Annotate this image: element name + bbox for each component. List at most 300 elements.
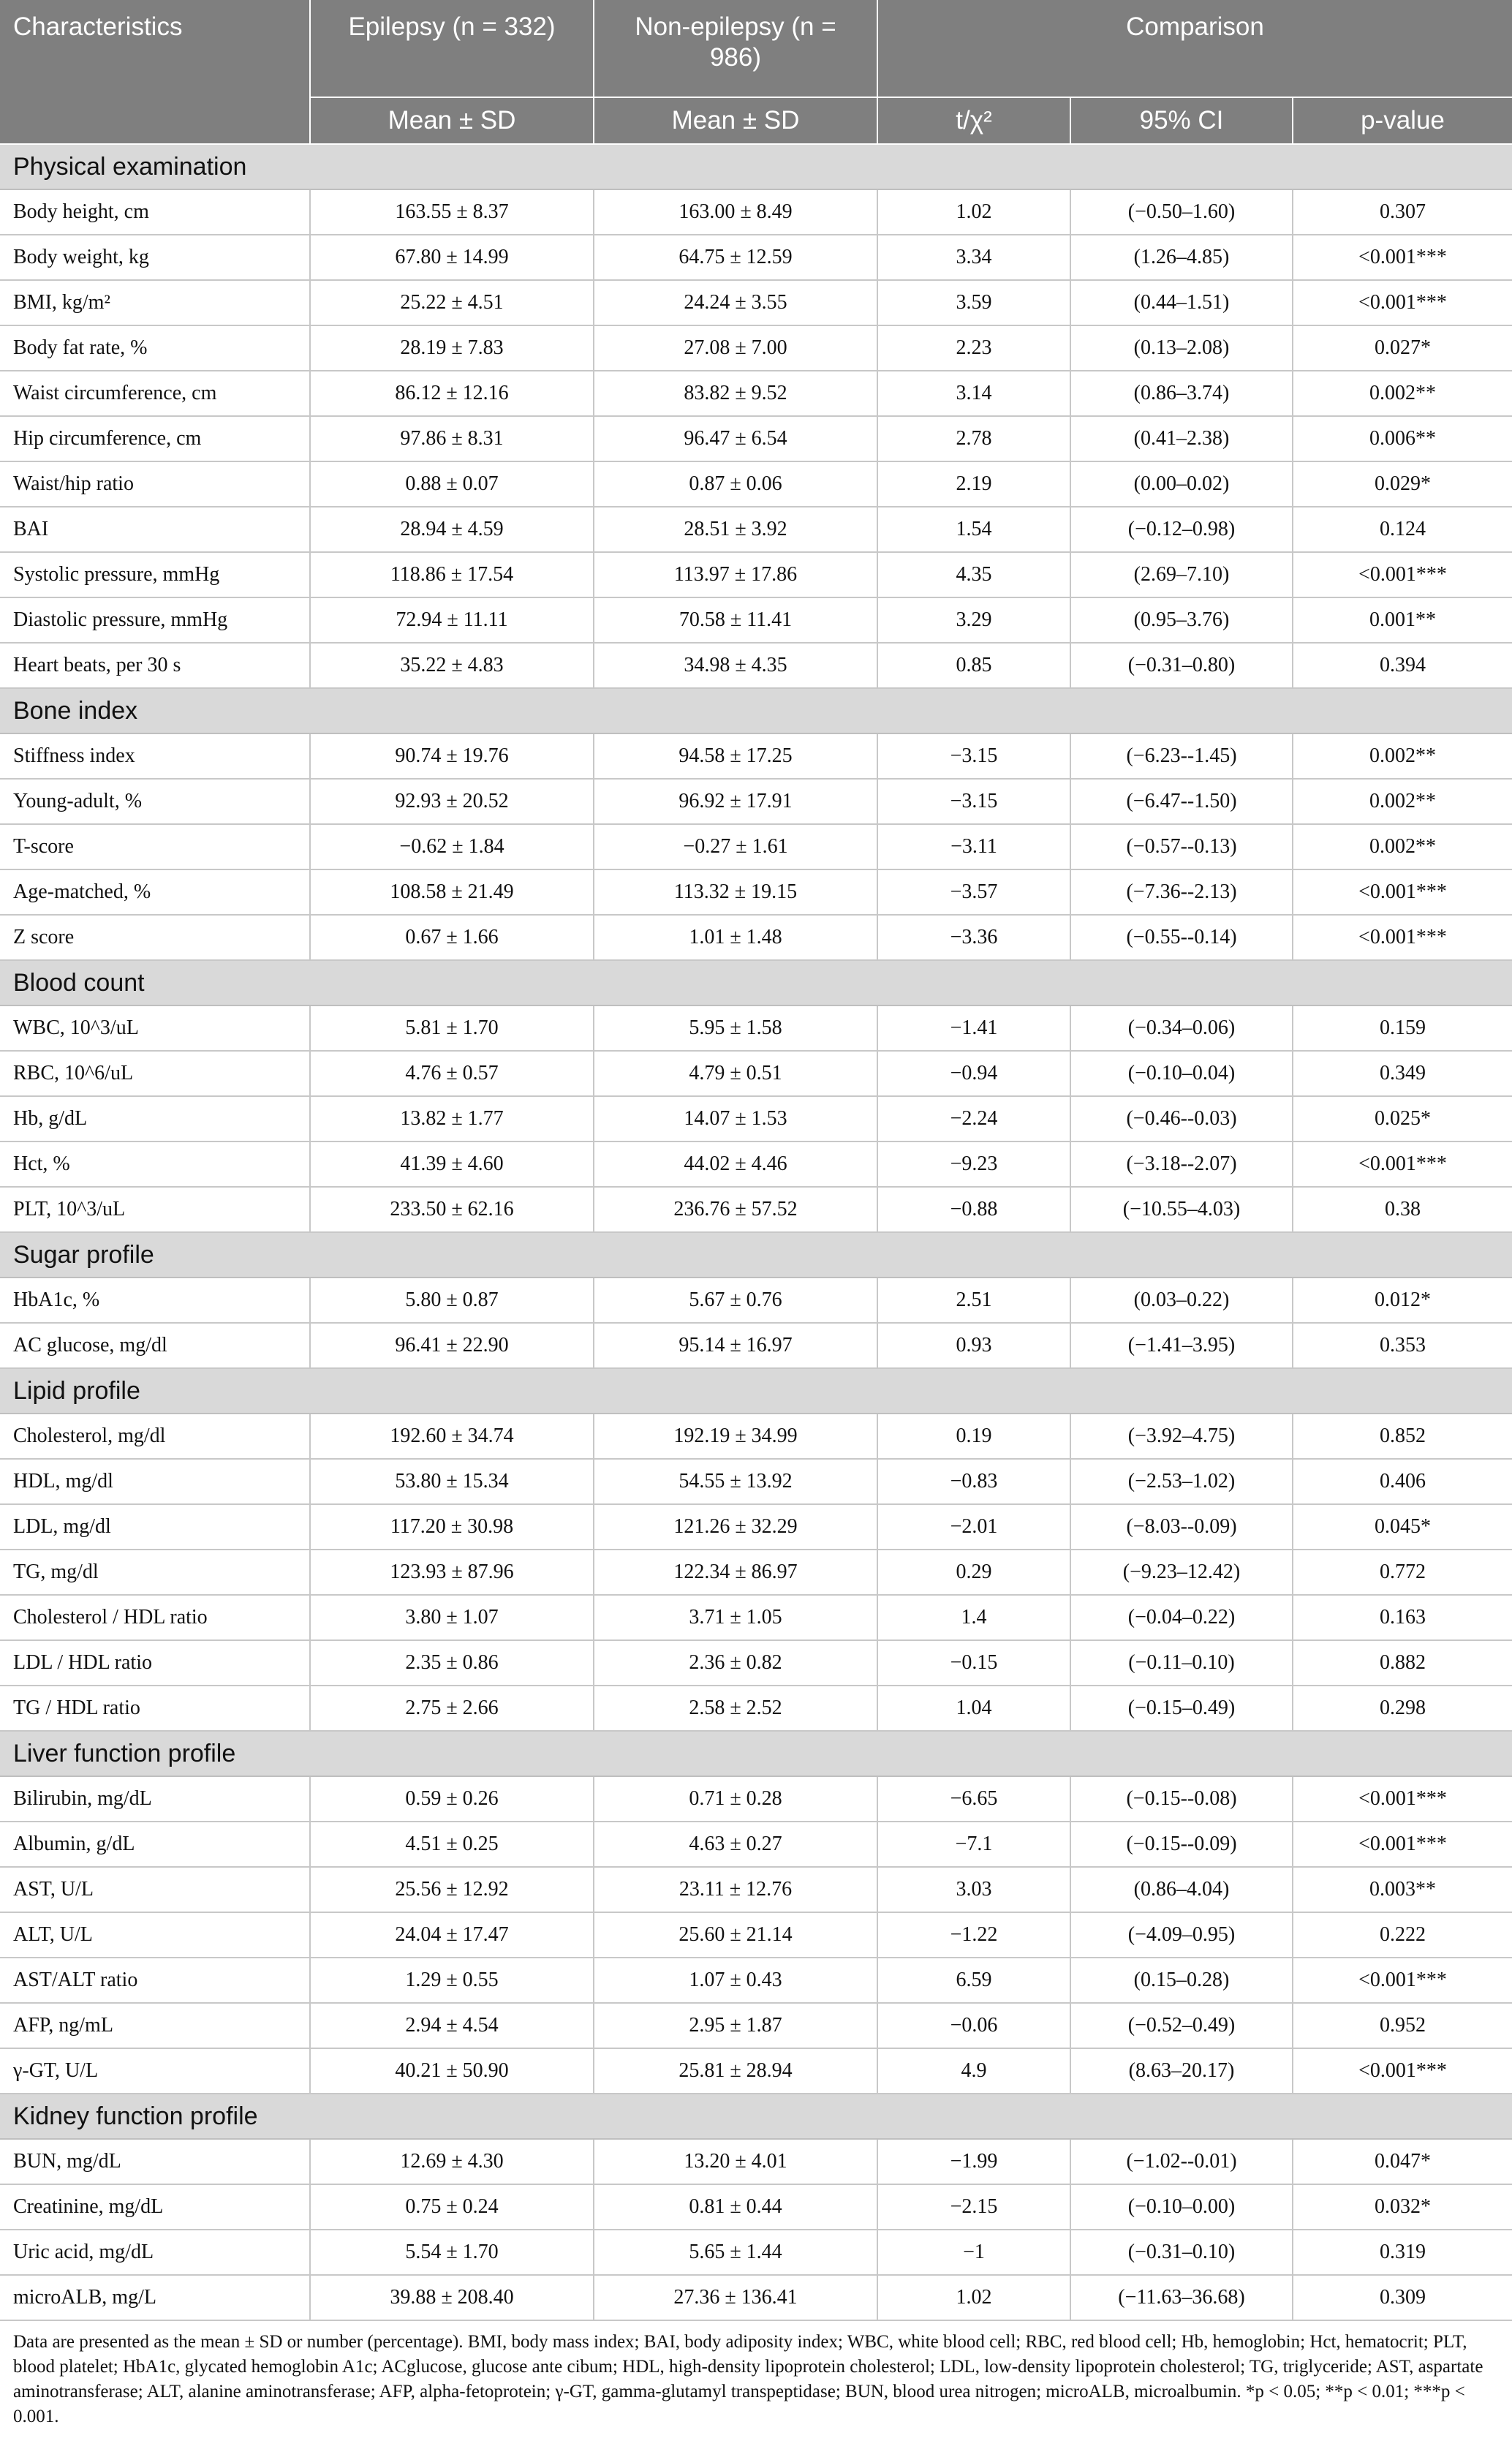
- statistic-cell: −0.83: [877, 1459, 1070, 1504]
- statistic-cell: −2.01: [877, 1504, 1070, 1550]
- epilepsy-value-cell: 39.88 ± 208.40: [310, 2275, 594, 2320]
- section-title: Liver function profile: [0, 1731, 1512, 1776]
- non-epilepsy-value-cell: 2.95 ± 1.87: [594, 2003, 877, 2048]
- epilepsy-value-cell: 0.88 ± 0.07: [310, 461, 594, 507]
- p-value-cell: 0.032*: [1293, 2184, 1512, 2230]
- p-value-cell: 0.38: [1293, 1187, 1512, 1232]
- section-header-row: [0, 960, 1512, 1005]
- table-row: [0, 507, 1512, 552]
- p-value-cell: 0.027*: [1293, 325, 1512, 371]
- non-epilepsy-value-cell: 28.51 ± 3.92: [594, 507, 877, 552]
- table-row: [0, 2003, 1512, 2048]
- characteristic-cell: Hip circumference, cm: [0, 416, 310, 461]
- table-row: [0, 1051, 1512, 1096]
- header-non-epilepsy: Non-epilepsy (n = 986): [594, 0, 877, 97]
- ci-cell: (−0.52–0.49): [1070, 2003, 1293, 2048]
- statistic-cell: 0.19: [877, 1414, 1070, 1459]
- characteristic-cell: Young-adult, %: [0, 779, 310, 824]
- non-epilepsy-value-cell: 3.71 ± 1.05: [594, 1595, 877, 1640]
- statistic-cell: 0.29: [877, 1550, 1070, 1595]
- ci-cell: (−0.15--0.09): [1070, 1822, 1293, 1867]
- p-value-cell: 0.025*: [1293, 1096, 1512, 1142]
- p-value-cell: 0.047*: [1293, 2139, 1512, 2184]
- p-value-cell: 0.394: [1293, 643, 1512, 688]
- non-epilepsy-value-cell: 23.11 ± 12.76: [594, 1867, 877, 1912]
- statistic-cell: −0.15: [877, 1640, 1070, 1686]
- ci-cell: (−10.55–4.03): [1070, 1187, 1293, 1232]
- statistic-cell: −7.1: [877, 1822, 1070, 1867]
- ci-cell: (−0.57--0.13): [1070, 824, 1293, 869]
- ci-cell: (−0.34–0.06): [1070, 1005, 1293, 1051]
- statistic-cell: −1: [877, 2230, 1070, 2275]
- ci-cell: (8.63–20.17): [1070, 2048, 1293, 2094]
- section-header-row: [0, 2094, 1512, 2139]
- header-comparison: Comparison: [877, 0, 1512, 97]
- non-epilepsy-value-cell: 96.92 ± 17.91: [594, 779, 877, 824]
- statistic-cell: 1.4: [877, 1595, 1070, 1640]
- statistic-cell: −3.15: [877, 733, 1070, 779]
- subheader-epilepsy-mean-sd: Mean ± SD: [310, 97, 594, 144]
- table-row: [0, 1323, 1512, 1368]
- non-epilepsy-value-cell: −0.27 ± 1.61: [594, 824, 877, 869]
- epilepsy-value-cell: 0.75 ± 0.24: [310, 2184, 594, 2230]
- characteristic-cell: AST/ALT ratio: [0, 1958, 310, 2003]
- ci-cell: (−9.23–12.42): [1070, 1550, 1293, 1595]
- characteristic-cell: RBC, 10^6/uL: [0, 1051, 310, 1096]
- ci-cell: (−1.02--0.01): [1070, 2139, 1293, 2184]
- table-row: [0, 1414, 1512, 1459]
- ci-cell: (−1.41–3.95): [1070, 1323, 1293, 1368]
- p-value-cell: <0.001***: [1293, 2048, 1512, 2094]
- statistic-cell: −2.15: [877, 2184, 1070, 2230]
- characteristic-cell: Creatinine, mg/dL: [0, 2184, 310, 2230]
- statistic-cell: 1.04: [877, 1686, 1070, 1731]
- epilepsy-value-cell: 3.80 ± 1.07: [310, 1595, 594, 1640]
- p-value-cell: 0.952: [1293, 2003, 1512, 2048]
- ci-cell: (−3.18--2.07): [1070, 1142, 1293, 1187]
- non-epilepsy-value-cell: 25.60 ± 21.14: [594, 1912, 877, 1958]
- ci-cell: (−0.15--0.08): [1070, 1776, 1293, 1822]
- epilepsy-value-cell: 25.56 ± 12.92: [310, 1867, 594, 1912]
- non-epilepsy-value-cell: 0.87 ± 0.06: [594, 461, 877, 507]
- epilepsy-value-cell: 96.41 ± 22.90: [310, 1323, 594, 1368]
- table-row: [0, 1278, 1512, 1323]
- characteristic-cell: TG, mg/dl: [0, 1550, 310, 1595]
- table-row: [0, 869, 1512, 915]
- ci-cell: (−4.09–0.95): [1070, 1912, 1293, 1958]
- table-row: [0, 1686, 1512, 1731]
- p-value-cell: <0.001***: [1293, 869, 1512, 915]
- epilepsy-value-cell: 2.94 ± 4.54: [310, 2003, 594, 2048]
- characteristic-cell: TG / HDL ratio: [0, 1686, 310, 1731]
- section-title: Blood count: [0, 960, 1512, 1005]
- characteristic-cell: Cholesterol, mg/dl: [0, 1414, 310, 1459]
- table-row: [0, 2275, 1512, 2320]
- statistic-cell: 3.03: [877, 1867, 1070, 1912]
- characteristic-cell: LDL / HDL ratio: [0, 1640, 310, 1686]
- statistic-cell: −0.88: [877, 1187, 1070, 1232]
- characteristic-cell: microALB, mg/L: [0, 2275, 310, 2320]
- section-header-row: [0, 1731, 1512, 1776]
- p-value-cell: 0.002**: [1293, 733, 1512, 779]
- header-characteristics: Characteristics: [0, 0, 310, 144]
- p-value-cell: <0.001***: [1293, 1822, 1512, 1867]
- table-row: [0, 779, 1512, 824]
- non-epilepsy-value-cell: 5.95 ± 1.58: [594, 1005, 877, 1051]
- non-epilepsy-value-cell: 1.07 ± 0.43: [594, 1958, 877, 2003]
- statistic-cell: 4.9: [877, 2048, 1070, 2094]
- subheader-non-epilepsy-mean-sd: Mean ± SD: [594, 97, 877, 144]
- statistic-cell: 1.02: [877, 2275, 1070, 2320]
- table-row: [0, 235, 1512, 280]
- non-epilepsy-value-cell: 24.24 ± 3.55: [594, 280, 877, 325]
- epilepsy-value-cell: 5.80 ± 0.87: [310, 1278, 594, 1323]
- ci-cell: (0.95–3.76): [1070, 597, 1293, 643]
- statistic-cell: 6.59: [877, 1958, 1070, 2003]
- statistic-cell: 0.85: [877, 643, 1070, 688]
- epilepsy-value-cell: −0.62 ± 1.84: [310, 824, 594, 869]
- characteristic-cell: Body weight, kg: [0, 235, 310, 280]
- non-epilepsy-value-cell: 5.65 ± 1.44: [594, 2230, 877, 2275]
- non-epilepsy-value-cell: 113.97 ± 17.86: [594, 552, 877, 597]
- section-header-row: [0, 1232, 1512, 1278]
- non-epilepsy-value-cell: 14.07 ± 1.53: [594, 1096, 877, 1142]
- ci-cell: (−0.10–0.04): [1070, 1051, 1293, 1096]
- statistic-cell: 4.35: [877, 552, 1070, 597]
- header-epilepsy: Epilepsy (n = 332): [310, 0, 594, 97]
- non-epilepsy-value-cell: 44.02 ± 4.46: [594, 1142, 877, 1187]
- p-value-cell: 0.882: [1293, 1640, 1512, 1686]
- table-row: [0, 1912, 1512, 1958]
- p-value-cell: 0.309: [1293, 2275, 1512, 2320]
- characteristic-cell: Cholesterol / HDL ratio: [0, 1595, 310, 1640]
- p-value-cell: 0.298: [1293, 1686, 1512, 1731]
- table-row: [0, 1640, 1512, 1686]
- characteristic-cell: Hct, %: [0, 1142, 310, 1187]
- subheader-test-statistic: t/χ²: [877, 97, 1070, 144]
- table-row: [0, 1005, 1512, 1051]
- p-value-cell: 0.002**: [1293, 371, 1512, 416]
- table-row: [0, 461, 1512, 507]
- ci-cell: (1.26–4.85): [1070, 235, 1293, 280]
- characteristic-cell: Albumin, g/dL: [0, 1822, 310, 1867]
- table-row: [0, 2139, 1512, 2184]
- section-header-row: [0, 144, 1512, 189]
- p-value-cell: 0.003**: [1293, 1867, 1512, 1912]
- non-epilepsy-value-cell: 121.26 ± 32.29: [594, 1504, 877, 1550]
- characteristic-cell: Heart beats, per 30 s: [0, 643, 310, 688]
- p-value-cell: <0.001***: [1293, 552, 1512, 597]
- table-row: [0, 2230, 1512, 2275]
- statistic-cell: 3.29: [877, 597, 1070, 643]
- non-epilepsy-value-cell: 4.63 ± 0.27: [594, 1822, 877, 1867]
- section-title: Kidney function profile: [0, 2094, 1512, 2139]
- ci-cell: (−0.04–0.22): [1070, 1595, 1293, 1640]
- epilepsy-value-cell: 163.55 ± 8.37: [310, 189, 594, 235]
- ci-cell: (−3.92–4.75): [1070, 1414, 1293, 1459]
- table-row: [0, 552, 1512, 597]
- non-epilepsy-value-cell: 2.58 ± 2.52: [594, 1686, 877, 1731]
- epilepsy-value-cell: 117.20 ± 30.98: [310, 1504, 594, 1550]
- ci-cell: (−0.15–0.49): [1070, 1686, 1293, 1731]
- statistic-cell: −0.94: [877, 1051, 1070, 1096]
- ci-cell: (−7.36--2.13): [1070, 869, 1293, 915]
- section-title: Physical examination: [0, 144, 1512, 189]
- epilepsy-value-cell: 97.86 ± 8.31: [310, 416, 594, 461]
- epilepsy-value-cell: 233.50 ± 62.16: [310, 1187, 594, 1232]
- table-row: [0, 1822, 1512, 1867]
- table-row: [0, 1459, 1512, 1504]
- table-row: [0, 643, 1512, 688]
- statistic-cell: 0.93: [877, 1323, 1070, 1368]
- statistic-cell: 2.23: [877, 325, 1070, 371]
- ci-cell: (−8.03--0.09): [1070, 1504, 1293, 1550]
- epilepsy-value-cell: 92.93 ± 20.52: [310, 779, 594, 824]
- p-value-cell: 0.852: [1293, 1414, 1512, 1459]
- table-row: [0, 1504, 1512, 1550]
- ci-cell: (−0.46--0.03): [1070, 1096, 1293, 1142]
- epilepsy-value-cell: 123.93 ± 87.96: [310, 1550, 594, 1595]
- statistic-cell: −6.65: [877, 1776, 1070, 1822]
- non-epilepsy-value-cell: 95.14 ± 16.97: [594, 1323, 877, 1368]
- non-epilepsy-value-cell: 70.58 ± 11.41: [594, 597, 877, 643]
- table-row: [0, 1550, 1512, 1595]
- ci-cell: (−0.50–1.60): [1070, 189, 1293, 235]
- characteristic-cell: Age-matched, %: [0, 869, 310, 915]
- ci-cell: (−11.63–36.68): [1070, 2275, 1293, 2320]
- statistic-cell: 3.14: [877, 371, 1070, 416]
- ci-cell: (−0.31–0.80): [1070, 643, 1293, 688]
- statistic-cell: −0.06: [877, 2003, 1070, 2048]
- non-epilepsy-value-cell: 96.47 ± 6.54: [594, 416, 877, 461]
- ci-cell: (0.86–4.04): [1070, 1867, 1293, 1912]
- statistic-cell: 3.59: [877, 280, 1070, 325]
- table-row: [0, 1142, 1512, 1187]
- statistic-cell: 2.19: [877, 461, 1070, 507]
- statistic-cell: −1.22: [877, 1912, 1070, 1958]
- non-epilepsy-value-cell: 0.81 ± 0.44: [594, 2184, 877, 2230]
- non-epilepsy-value-cell: 163.00 ± 8.49: [594, 189, 877, 235]
- non-epilepsy-value-cell: 27.36 ± 136.41: [594, 2275, 877, 2320]
- table-row: [0, 597, 1512, 643]
- epilepsy-value-cell: 40.21 ± 50.90: [310, 2048, 594, 2094]
- non-epilepsy-value-cell: 83.82 ± 9.52: [594, 371, 877, 416]
- ci-cell: (−2.53–1.02): [1070, 1459, 1293, 1504]
- epilepsy-value-cell: 192.60 ± 34.74: [310, 1414, 594, 1459]
- characteristic-cell: BUN, mg/dL: [0, 2139, 310, 2184]
- p-value-cell: 0.045*: [1293, 1504, 1512, 1550]
- subheader-confidence-interval: 95% CI: [1070, 97, 1293, 144]
- ci-cell: (−0.11–0.10): [1070, 1640, 1293, 1686]
- statistic-cell: 3.34: [877, 235, 1070, 280]
- epilepsy-value-cell: 5.54 ± 1.70: [310, 2230, 594, 2275]
- p-value-cell: 0.222: [1293, 1912, 1512, 1958]
- epilepsy-value-cell: 108.58 ± 21.49: [310, 869, 594, 915]
- characteristic-cell: Uric acid, mg/dL: [0, 2230, 310, 2275]
- non-epilepsy-value-cell: 4.79 ± 0.51: [594, 1051, 877, 1096]
- ci-cell: (−0.31–0.10): [1070, 2230, 1293, 2275]
- p-value-cell: 0.001**: [1293, 597, 1512, 643]
- non-epilepsy-value-cell: 122.34 ± 86.97: [594, 1550, 877, 1595]
- non-epilepsy-value-cell: 0.71 ± 0.28: [594, 1776, 877, 1822]
- p-value-cell: 0.319: [1293, 2230, 1512, 2275]
- characteristic-cell: Bilirubin, mg/dL: [0, 1776, 310, 1822]
- statistic-cell: −9.23: [877, 1142, 1070, 1187]
- p-value-cell: 0.006**: [1293, 416, 1512, 461]
- non-epilepsy-value-cell: 64.75 ± 12.59: [594, 235, 877, 280]
- epilepsy-value-cell: 0.67 ± 1.66: [310, 915, 594, 960]
- epilepsy-value-cell: 2.35 ± 0.86: [310, 1640, 594, 1686]
- epilepsy-value-cell: 2.75 ± 2.66: [310, 1686, 594, 1731]
- table-row: [0, 416, 1512, 461]
- table-row: [0, 1595, 1512, 1640]
- epilepsy-value-cell: 4.76 ± 0.57: [310, 1051, 594, 1096]
- ci-cell: (−6.47--1.50): [1070, 779, 1293, 824]
- non-epilepsy-value-cell: 236.76 ± 57.52: [594, 1187, 877, 1232]
- ci-cell: (−6.23--1.45): [1070, 733, 1293, 779]
- p-value-cell: <0.001***: [1293, 280, 1512, 325]
- non-epilepsy-value-cell: 25.81 ± 28.94: [594, 2048, 877, 2094]
- non-epilepsy-value-cell: 1.01 ± 1.48: [594, 915, 877, 960]
- characteristic-cell: AC glucose, mg/dl: [0, 1323, 310, 1368]
- epilepsy-value-cell: 28.19 ± 7.83: [310, 325, 594, 371]
- ci-cell: (−0.55--0.14): [1070, 915, 1293, 960]
- p-value-cell: 0.353: [1293, 1323, 1512, 1368]
- statistic-cell: −3.36: [877, 915, 1070, 960]
- characteristic-cell: BAI: [0, 507, 310, 552]
- statistic-cell: 1.54: [877, 507, 1070, 552]
- ci-cell: (−0.12–0.98): [1070, 507, 1293, 552]
- characteristic-cell: HDL, mg/dl: [0, 1459, 310, 1504]
- p-value-cell: 0.772: [1293, 1550, 1512, 1595]
- statistic-cell: −1.41: [877, 1005, 1070, 1051]
- table-row: [0, 1958, 1512, 2003]
- subheader-p-value: p-value: [1293, 97, 1512, 144]
- epilepsy-value-cell: 4.51 ± 0.25: [310, 1822, 594, 1867]
- table-row: [0, 325, 1512, 371]
- characteristic-cell: γ-GT, U/L: [0, 2048, 310, 2094]
- ci-cell: (−0.10–0.00): [1070, 2184, 1293, 2230]
- epilepsy-value-cell: 24.04 ± 17.47: [310, 1912, 594, 1958]
- p-value-cell: 0.002**: [1293, 779, 1512, 824]
- non-epilepsy-value-cell: 13.20 ± 4.01: [594, 2139, 877, 2184]
- epilepsy-value-cell: 35.22 ± 4.83: [310, 643, 594, 688]
- epilepsy-value-cell: 12.69 ± 4.30: [310, 2139, 594, 2184]
- table-row: [0, 371, 1512, 416]
- table-row: [0, 1776, 1512, 1822]
- section-header-row: [0, 1368, 1512, 1414]
- ci-cell: (2.69–7.10): [1070, 552, 1293, 597]
- characteristic-cell: Hb, g/dL: [0, 1096, 310, 1142]
- p-value-cell: 0.012*: [1293, 1278, 1512, 1323]
- characteristic-cell: BMI, kg/m²: [0, 280, 310, 325]
- ci-cell: (0.15–0.28): [1070, 1958, 1293, 2003]
- epilepsy-value-cell: 90.74 ± 19.76: [310, 733, 594, 779]
- p-value-cell: <0.001***: [1293, 235, 1512, 280]
- p-value-cell: <0.001***: [1293, 915, 1512, 960]
- p-value-cell: 0.029*: [1293, 461, 1512, 507]
- p-value-cell: <0.001***: [1293, 1958, 1512, 2003]
- epilepsy-value-cell: 0.59 ± 0.26: [310, 1776, 594, 1822]
- table-row: [0, 1187, 1512, 1232]
- table-row: [0, 2184, 1512, 2230]
- non-epilepsy-value-cell: 94.58 ± 17.25: [594, 733, 877, 779]
- p-value-cell: 0.406: [1293, 1459, 1512, 1504]
- characteristic-cell: AFP, ng/mL: [0, 2003, 310, 2048]
- statistic-cell: −2.24: [877, 1096, 1070, 1142]
- table-body: [0, 144, 1512, 2320]
- ci-cell: (0.00–0.02): [1070, 461, 1293, 507]
- statistic-cell: 2.51: [877, 1278, 1070, 1323]
- characteristic-cell: Diastolic pressure, mmHg: [0, 597, 310, 643]
- statistic-cell: 1.02: [877, 189, 1070, 235]
- characteristic-cell: Systolic pressure, mmHg: [0, 552, 310, 597]
- table-header: [0, 0, 1512, 144]
- characteristic-cell: Stiffness index: [0, 733, 310, 779]
- statistic-cell: −3.11: [877, 824, 1070, 869]
- non-epilepsy-value-cell: 192.19 ± 34.99: [594, 1414, 877, 1459]
- table-row: [0, 1096, 1512, 1142]
- ci-cell: (0.13–2.08): [1070, 325, 1293, 371]
- table-row: [0, 1867, 1512, 1912]
- epilepsy-value-cell: 118.86 ± 17.54: [310, 552, 594, 597]
- section-title: Sugar profile: [0, 1232, 1512, 1278]
- characteristic-cell: Body fat rate, %: [0, 325, 310, 371]
- statistic-cell: 2.78: [877, 416, 1070, 461]
- section-header-row: [0, 688, 1512, 733]
- characteristic-cell: Waist circumference, cm: [0, 371, 310, 416]
- table-row: [0, 280, 1512, 325]
- epilepsy-value-cell: 25.22 ± 4.51: [310, 280, 594, 325]
- p-value-cell: 0.349: [1293, 1051, 1512, 1096]
- epilepsy-value-cell: 41.39 ± 4.60: [310, 1142, 594, 1187]
- statistic-cell: −3.57: [877, 869, 1070, 915]
- statistic-cell: −1.99: [877, 2139, 1070, 2184]
- p-value-cell: <0.001***: [1293, 1142, 1512, 1187]
- section-title: Bone index: [0, 688, 1512, 733]
- non-epilepsy-value-cell: 34.98 ± 4.35: [594, 643, 877, 688]
- section-title: Lipid profile: [0, 1368, 1512, 1414]
- characteristic-cell: Waist/hip ratio: [0, 461, 310, 507]
- characteristic-cell: PLT, 10^3/uL: [0, 1187, 310, 1232]
- characteristic-cell: AST, U/L: [0, 1867, 310, 1912]
- characteristic-cell: HbA1c, %: [0, 1278, 310, 1323]
- p-value-cell: 0.307: [1293, 189, 1512, 235]
- epilepsy-value-cell: 13.82 ± 1.77: [310, 1096, 594, 1142]
- epilepsy-value-cell: 5.81 ± 1.70: [310, 1005, 594, 1051]
- table-row: [0, 2048, 1512, 2094]
- table-footnote: Data are presented as the mean ± SD or number (percentage). BMI, body mass index; BAI, body adiposity index; WBC, white blood cell; RBC, red blood cell; Hb, hemoglobin; Hct, hematocrit; PLT, blood platelet; HbA1c, glycated hemoglobin A1c; ACglucose, glucose ante cibum; HDL, high-density lipoprotein cholesterol; LDL, low-density lipoprotein cholesterol; TG, triglyceride; AST, aspartate aminotransferase; ALT, alanine aminotransferase; AFP, alpha-fetoprotein; γ-GT, gamma-glutamyl transpeptidase; BUN, blood urea nitrogen; microALB, microalbumin. *p < 0.05; **p < 0.01; ***p < 0.001.: [13, 2332, 1483, 2426]
- epilepsy-value-cell: 86.12 ± 12.16: [310, 371, 594, 416]
- epilepsy-value-cell: 28.94 ± 4.59: [310, 507, 594, 552]
- p-value-cell: 0.124: [1293, 507, 1512, 552]
- epilepsy-value-cell: 67.80 ± 14.99: [310, 235, 594, 280]
- epilepsy-value-cell: 1.29 ± 0.55: [310, 1958, 594, 2003]
- characteristic-cell: WBC, 10^3/uL: [0, 1005, 310, 1051]
- characteristic-cell: LDL, mg/dl: [0, 1504, 310, 1550]
- non-epilepsy-value-cell: 2.36 ± 0.82: [594, 1640, 877, 1686]
- characteristic-cell: Z score: [0, 915, 310, 960]
- ci-cell: (0.41–2.38): [1070, 416, 1293, 461]
- non-epilepsy-value-cell: 113.32 ± 19.15: [594, 869, 877, 915]
- epilepsy-value-cell: 72.94 ± 11.11: [310, 597, 594, 643]
- characteristic-cell: Body height, cm: [0, 189, 310, 235]
- p-value-cell: 0.159: [1293, 1005, 1512, 1051]
- ci-cell: (0.86–3.74): [1070, 371, 1293, 416]
- characteristic-cell: T-score: [0, 824, 310, 869]
- p-value-cell: 0.002**: [1293, 824, 1512, 869]
- table-row: [0, 189, 1512, 235]
